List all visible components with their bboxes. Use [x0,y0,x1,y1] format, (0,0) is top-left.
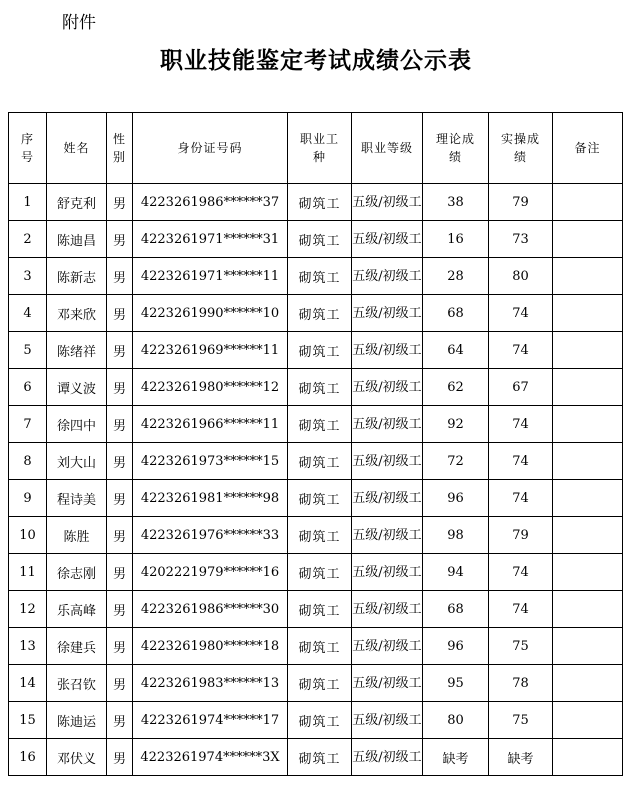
cell-remark [553,591,623,628]
cell-trade: 砌筑工 [288,591,352,628]
cell-seq: 9 [9,480,47,517]
cell-seq: 8 [9,443,47,480]
cell-trade: 砌筑工 [288,628,352,665]
cell-remark [553,702,623,739]
table-row [9,739,623,776]
cell-id-number: 4223261974******17 [133,702,288,739]
cell-id-number: 4223261976******33 [133,517,288,554]
cell-name: 邓来欣 [47,295,107,332]
cell-name: 陈迪运 [47,702,107,739]
cell-remark [553,184,623,221]
cell-theory-score: 72 [423,443,489,480]
cell-name: 刘大山 [47,443,107,480]
table-row [9,184,623,221]
cell-practice-score: 74 [489,480,553,517]
cell-practice-score: 74 [489,406,553,443]
cell-sex: 男 [107,480,133,517]
cell-id-number: 4223261990******10 [133,295,288,332]
cell-trade: 砌筑工 [288,443,352,480]
cell-id-number: 4202221979******16 [133,554,288,591]
cell-id-number: 4223261971******31 [133,221,288,258]
cell-level: 五级/初级工 [352,702,423,739]
cell-practice-score: 缺考 [489,739,553,776]
cell-level: 五级/初级工 [352,258,423,295]
cell-seq: 4 [9,295,47,332]
cell-trade: 砌筑工 [288,221,352,258]
cell-seq: 13 [9,628,47,665]
cell-name: 徐志刚 [47,554,107,591]
cell-trade: 砌筑工 [288,480,352,517]
cell-sex: 男 [107,369,133,406]
cell-sex: 男 [107,443,133,480]
header-level: 职业等级 [352,113,423,184]
cell-level: 五级/初级工 [352,332,423,369]
table-row [9,665,623,702]
cell-theory-score: 68 [423,295,489,332]
cell-sex: 男 [107,739,133,776]
table-row [9,258,623,295]
cell-remark [553,406,623,443]
cell-remark [553,628,623,665]
header-trade: 职业工种 [288,113,352,184]
cell-theory-score: 94 [423,554,489,591]
table-row [9,480,623,517]
cell-theory-score: 38 [423,184,489,221]
cell-sex: 男 [107,591,133,628]
cell-name: 陈绪祥 [47,332,107,369]
table-row [9,554,623,591]
cell-trade: 砌筑工 [288,702,352,739]
cell-name: 乐高峰 [47,591,107,628]
cell-sex: 男 [107,702,133,739]
table-row [9,295,623,332]
cell-id-number: 4223261971******11 [133,258,288,295]
cell-seq: 7 [9,406,47,443]
cell-trade: 砌筑工 [288,554,352,591]
cell-name: 谭义波 [47,369,107,406]
cell-sex: 男 [107,258,133,295]
cell-trade: 砌筑工 [288,184,352,221]
cell-trade: 砌筑工 [288,739,352,776]
cell-practice-score: 73 [489,221,553,258]
cell-level: 五级/初级工 [352,369,423,406]
header-theory: 理论成绩 [423,113,489,184]
cell-id-number: 4223261986******37 [133,184,288,221]
cell-remark [553,554,623,591]
cell-theory-score: 98 [423,517,489,554]
cell-trade: 砌筑工 [288,295,352,332]
table-row [9,332,623,369]
cell-id-number: 4223261980******12 [133,369,288,406]
table-row [9,406,623,443]
cell-sex: 男 [107,184,133,221]
cell-remark [553,517,623,554]
header-remark: 备注 [553,113,623,184]
cell-remark [553,665,623,702]
cell-level: 五级/初级工 [352,443,423,480]
cell-remark [553,443,623,480]
cell-level: 五级/初级工 [352,480,423,517]
cell-trade: 砌筑工 [288,665,352,702]
cell-trade: 砌筑工 [288,369,352,406]
cell-seq: 6 [9,369,47,406]
cell-theory-score: 16 [423,221,489,258]
cell-practice-score: 79 [489,517,553,554]
cell-name: 陈胜 [47,517,107,554]
cell-practice-score: 80 [489,258,553,295]
cell-level: 五级/初级工 [352,517,423,554]
table-row [9,591,623,628]
cell-name: 陈新志 [47,258,107,295]
cell-sex: 男 [107,332,133,369]
cell-name: 徐建兵 [47,628,107,665]
cell-seq: 5 [9,332,47,369]
cell-seq: 10 [9,517,47,554]
cell-seq: 16 [9,739,47,776]
table-row [9,369,623,406]
cell-remark [553,332,623,369]
cell-practice-score: 74 [489,443,553,480]
table-body [9,184,623,776]
cell-remark [553,258,623,295]
cell-sex: 男 [107,554,133,591]
table-header-row [9,113,623,184]
cell-id-number: 4223261980******18 [133,628,288,665]
cell-remark [553,739,623,776]
cell-theory-score: 缺考 [423,739,489,776]
cell-practice-score: 74 [489,295,553,332]
cell-name: 程诗美 [47,480,107,517]
header-practice: 实操成绩 [489,113,553,184]
cell-practice-score: 79 [489,184,553,221]
cell-theory-score: 64 [423,332,489,369]
cell-theory-score: 68 [423,591,489,628]
cell-id-number: 4223261981******98 [133,480,288,517]
header-id: 身份证号码 [133,113,288,184]
cell-sex: 男 [107,295,133,332]
cell-name: 徐四中 [47,406,107,443]
cell-name: 陈迪昌 [47,221,107,258]
cell-theory-score: 96 [423,480,489,517]
results-table [8,112,623,776]
cell-id-number: 4223261986******30 [133,591,288,628]
cell-practice-score: 75 [489,702,553,739]
cell-seq: 12 [9,591,47,628]
page-title: 职业技能鉴定考试成绩公示表 [160,48,472,74]
cell-practice-score: 74 [489,554,553,591]
cell-seq: 2 [9,221,47,258]
cell-level: 五级/初级工 [352,591,423,628]
cell-name: 邓伏义 [47,739,107,776]
table-row [9,628,623,665]
cell-level: 五级/初级工 [352,406,423,443]
cell-level: 五级/初级工 [352,739,423,776]
cell-seq: 1 [9,184,47,221]
cell-theory-score: 92 [423,406,489,443]
cell-theory-score: 62 [423,369,489,406]
table-row [9,221,623,258]
cell-theory-score: 28 [423,258,489,295]
attachment-label: 附件 [62,13,96,33]
cell-practice-score: 78 [489,665,553,702]
cell-name: 舒克利 [47,184,107,221]
cell-id-number: 4223261966******11 [133,406,288,443]
cell-trade: 砌筑工 [288,258,352,295]
cell-id-number: 4223261969******11 [133,332,288,369]
header-sex: 性别 [107,113,133,184]
cell-id-number: 4223261973******15 [133,443,288,480]
cell-remark [553,221,623,258]
header-seq: 序号 [9,113,47,184]
cell-trade: 砌筑工 [288,332,352,369]
cell-sex: 男 [107,221,133,258]
table-row [9,517,623,554]
cell-theory-score: 95 [423,665,489,702]
table-row [9,443,623,480]
cell-id-number: 4223261983******13 [133,665,288,702]
cell-sex: 男 [107,628,133,665]
cell-id-number: 4223261974******3X [133,739,288,776]
cell-theory-score: 96 [423,628,489,665]
cell-practice-score: 75 [489,628,553,665]
cell-seq: 15 [9,702,47,739]
cell-seq: 3 [9,258,47,295]
cell-level: 五级/初级工 [352,184,423,221]
cell-sex: 男 [107,517,133,554]
cell-practice-score: 67 [489,369,553,406]
cell-seq: 11 [9,554,47,591]
cell-theory-score: 80 [423,702,489,739]
cell-level: 五级/初级工 [352,554,423,591]
cell-level: 五级/初级工 [352,665,423,702]
cell-sex: 男 [107,665,133,702]
cell-remark [553,369,623,406]
cell-remark [553,295,623,332]
cell-level: 五级/初级工 [352,295,423,332]
header-name: 姓名 [47,113,107,184]
cell-level: 五级/初级工 [352,221,423,258]
cell-trade: 砌筑工 [288,406,352,443]
cell-level: 五级/初级工 [352,628,423,665]
cell-practice-score: 74 [489,332,553,369]
cell-seq: 14 [9,665,47,702]
table-row [9,702,623,739]
cell-trade: 砌筑工 [288,517,352,554]
cell-remark [553,480,623,517]
cell-name: 张召钦 [47,665,107,702]
cell-sex: 男 [107,406,133,443]
cell-practice-score: 74 [489,591,553,628]
